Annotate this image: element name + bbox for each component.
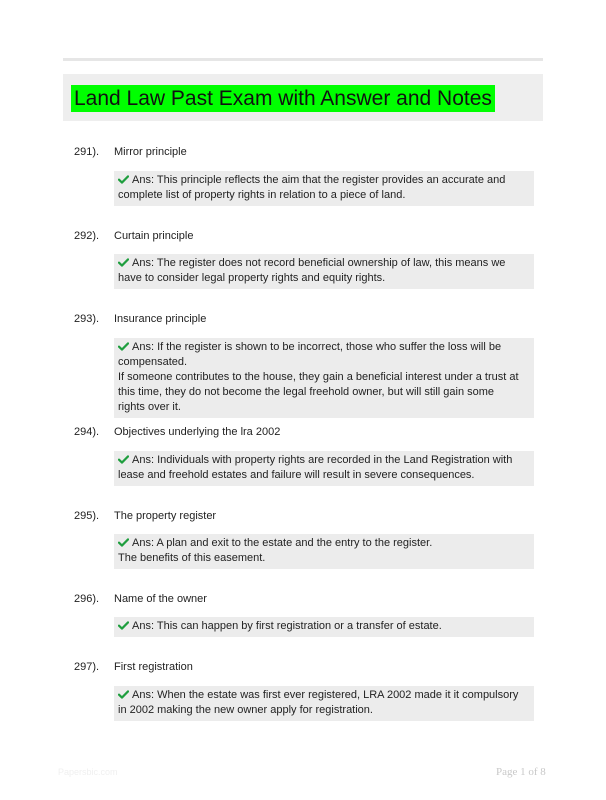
question-term: Name of the owner	[114, 593, 207, 605]
answer-box	[114, 534, 534, 569]
check-icon	[118, 258, 129, 267]
answer-text: Ans: A plan and exit to the estate and the entry to the register.	[132, 537, 433, 549]
answer-box	[114, 254, 534, 289]
qa-item	[0, 591, 606, 632]
document-title: Land Law Past Exam with Answer and Notes	[71, 85, 495, 112]
answer-text: Ans: Individuals with property rights are recorded in the Land Registration with lease and freehold estates and failure will result in severe consequences.	[118, 454, 513, 481]
question-number: 294).	[74, 426, 100, 438]
answer-box	[114, 686, 534, 721]
check-icon	[118, 690, 129, 699]
check-icon	[118, 621, 129, 630]
answer-box	[114, 338, 534, 418]
question-term: First registration	[114, 661, 193, 673]
question-number: 296).	[74, 593, 100, 605]
answer-text: Ans: When the estate was first ever registered, LRA 2002 made it it compulsory in 2002 making the new owner apply for registration.	[118, 689, 519, 716]
question-term: Curtain principle	[114, 230, 194, 242]
answer-text: Ans: The register does not record beneficial ownership of law, this means we have to consider legal property rights and equity rights.	[118, 257, 506, 284]
check-icon	[118, 455, 129, 464]
answer-line	[118, 536, 522, 551]
question-number: 293).	[74, 313, 100, 325]
question-number: 297).	[74, 661, 100, 673]
qa-item	[0, 144, 606, 201]
top-divider	[63, 58, 543, 61]
check-icon	[118, 538, 129, 547]
check-icon	[118, 342, 129, 351]
qa-item	[0, 508, 606, 564]
answer-note: The benefits of this easement.	[118, 552, 266, 564]
answer-box	[114, 451, 534, 486]
question-term: The property register	[114, 510, 217, 522]
footer-watermark: Papersbic.com	[58, 767, 118, 777]
answer-note: If someone contributes to the house, they gain a beneficial interest under a trust at this time, they do not become the legal freehold owner, but will still gain some rights over it.	[118, 371, 519, 413]
answer-box	[114, 617, 534, 637]
title-band	[63, 74, 543, 121]
question-term: Objectives underlying the lra 2002	[114, 426, 281, 438]
question-term: Insurance principle	[114, 313, 207, 325]
question-number: 291).	[74, 146, 100, 158]
qa-item	[0, 424, 606, 481]
qa-item	[0, 228, 606, 284]
question-term: Mirror principle	[114, 146, 187, 158]
check-icon	[118, 175, 129, 184]
answer-text: Ans: This can happen by first registration or a transfer of estate.	[132, 620, 442, 632]
question-number: 295).	[74, 510, 100, 522]
answer-text: Ans: This principle reflects the aim that the register provides an accurate and complete list of property rights in relation to a piece of land.	[118, 174, 506, 201]
qa-item	[0, 659, 606, 716]
answer-text: Ans: If the register is shown to be incorrect, those who suffer the loss will be compensated.	[118, 341, 502, 368]
page-indicator: Page 1 of 8	[496, 766, 546, 778]
answer-box	[114, 171, 534, 206]
qa-item	[0, 311, 606, 413]
question-number: 292).	[74, 230, 100, 242]
answer-line	[118, 340, 522, 370]
